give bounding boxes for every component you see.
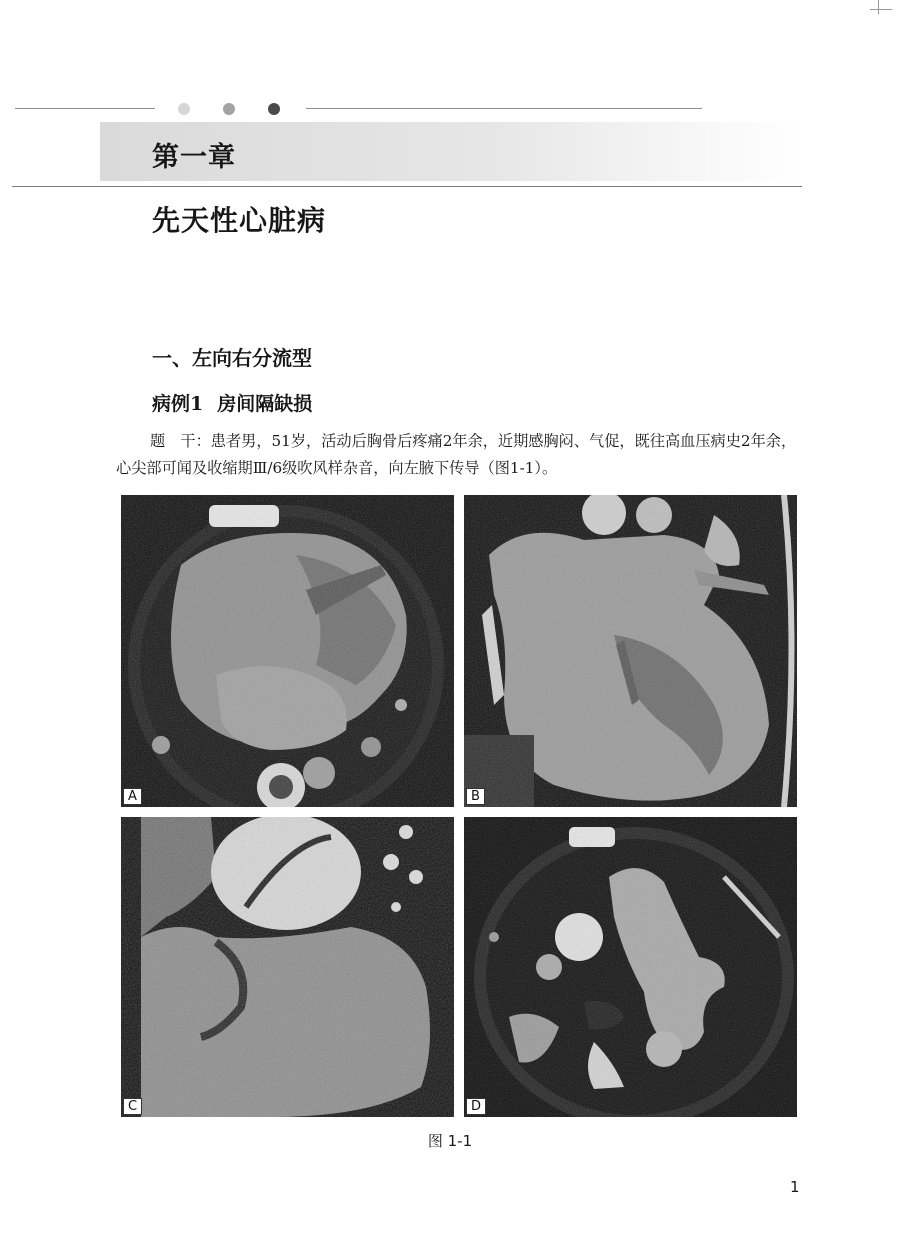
panel-label-d: D <box>466 1098 486 1115</box>
ct-image-d <box>464 817 797 1117</box>
ct-image-panel-d <box>464 817 797 1117</box>
section-heading: 一、左向右分流型 <box>152 346 312 370</box>
chapter-label: 第一章 <box>152 142 236 173</box>
case-stem-paragraph <box>116 428 801 482</box>
header-dot-light <box>178 103 190 115</box>
ct-image-panel-a <box>121 495 454 807</box>
case-stem-text: 患者男，51岁，活动后胸骨后疼痛2年余，近期感胸闷、气促，既往高血压病史2年余，心尖部可闻及收缩期Ⅲ/6级吹风样杂音，向左腋下传导（图1-1）。 <box>116 432 797 477</box>
ct-image-panel-c <box>121 817 454 1117</box>
header-rule-right <box>306 108 702 109</box>
case-heading <box>152 389 312 416</box>
ct-image-c <box>121 817 454 1117</box>
chapter-rule <box>12 186 802 187</box>
ct-image-b <box>464 495 797 807</box>
ct-image-panel-b <box>464 495 797 807</box>
case-number: 病例1 <box>152 393 204 415</box>
ct-image-a <box>121 495 454 807</box>
header-dot-dark <box>268 103 280 115</box>
figure-caption: 图 1-1 <box>427 1132 473 1150</box>
crop-mark <box>870 0 900 22</box>
page-number: 1 <box>790 1178 800 1196</box>
panel-label-c: C <box>123 1098 142 1115</box>
case-title: 房间隔缺损 <box>217 393 313 415</box>
panel-label-a: A <box>123 788 142 805</box>
case-stem-lead: 题 干： <box>150 432 211 450</box>
panel-label-b: B <box>466 788 485 805</box>
chapter-title: 先天性心脏病 <box>152 204 327 237</box>
header-dot-medium <box>223 103 235 115</box>
header-rule-left <box>15 108 155 109</box>
